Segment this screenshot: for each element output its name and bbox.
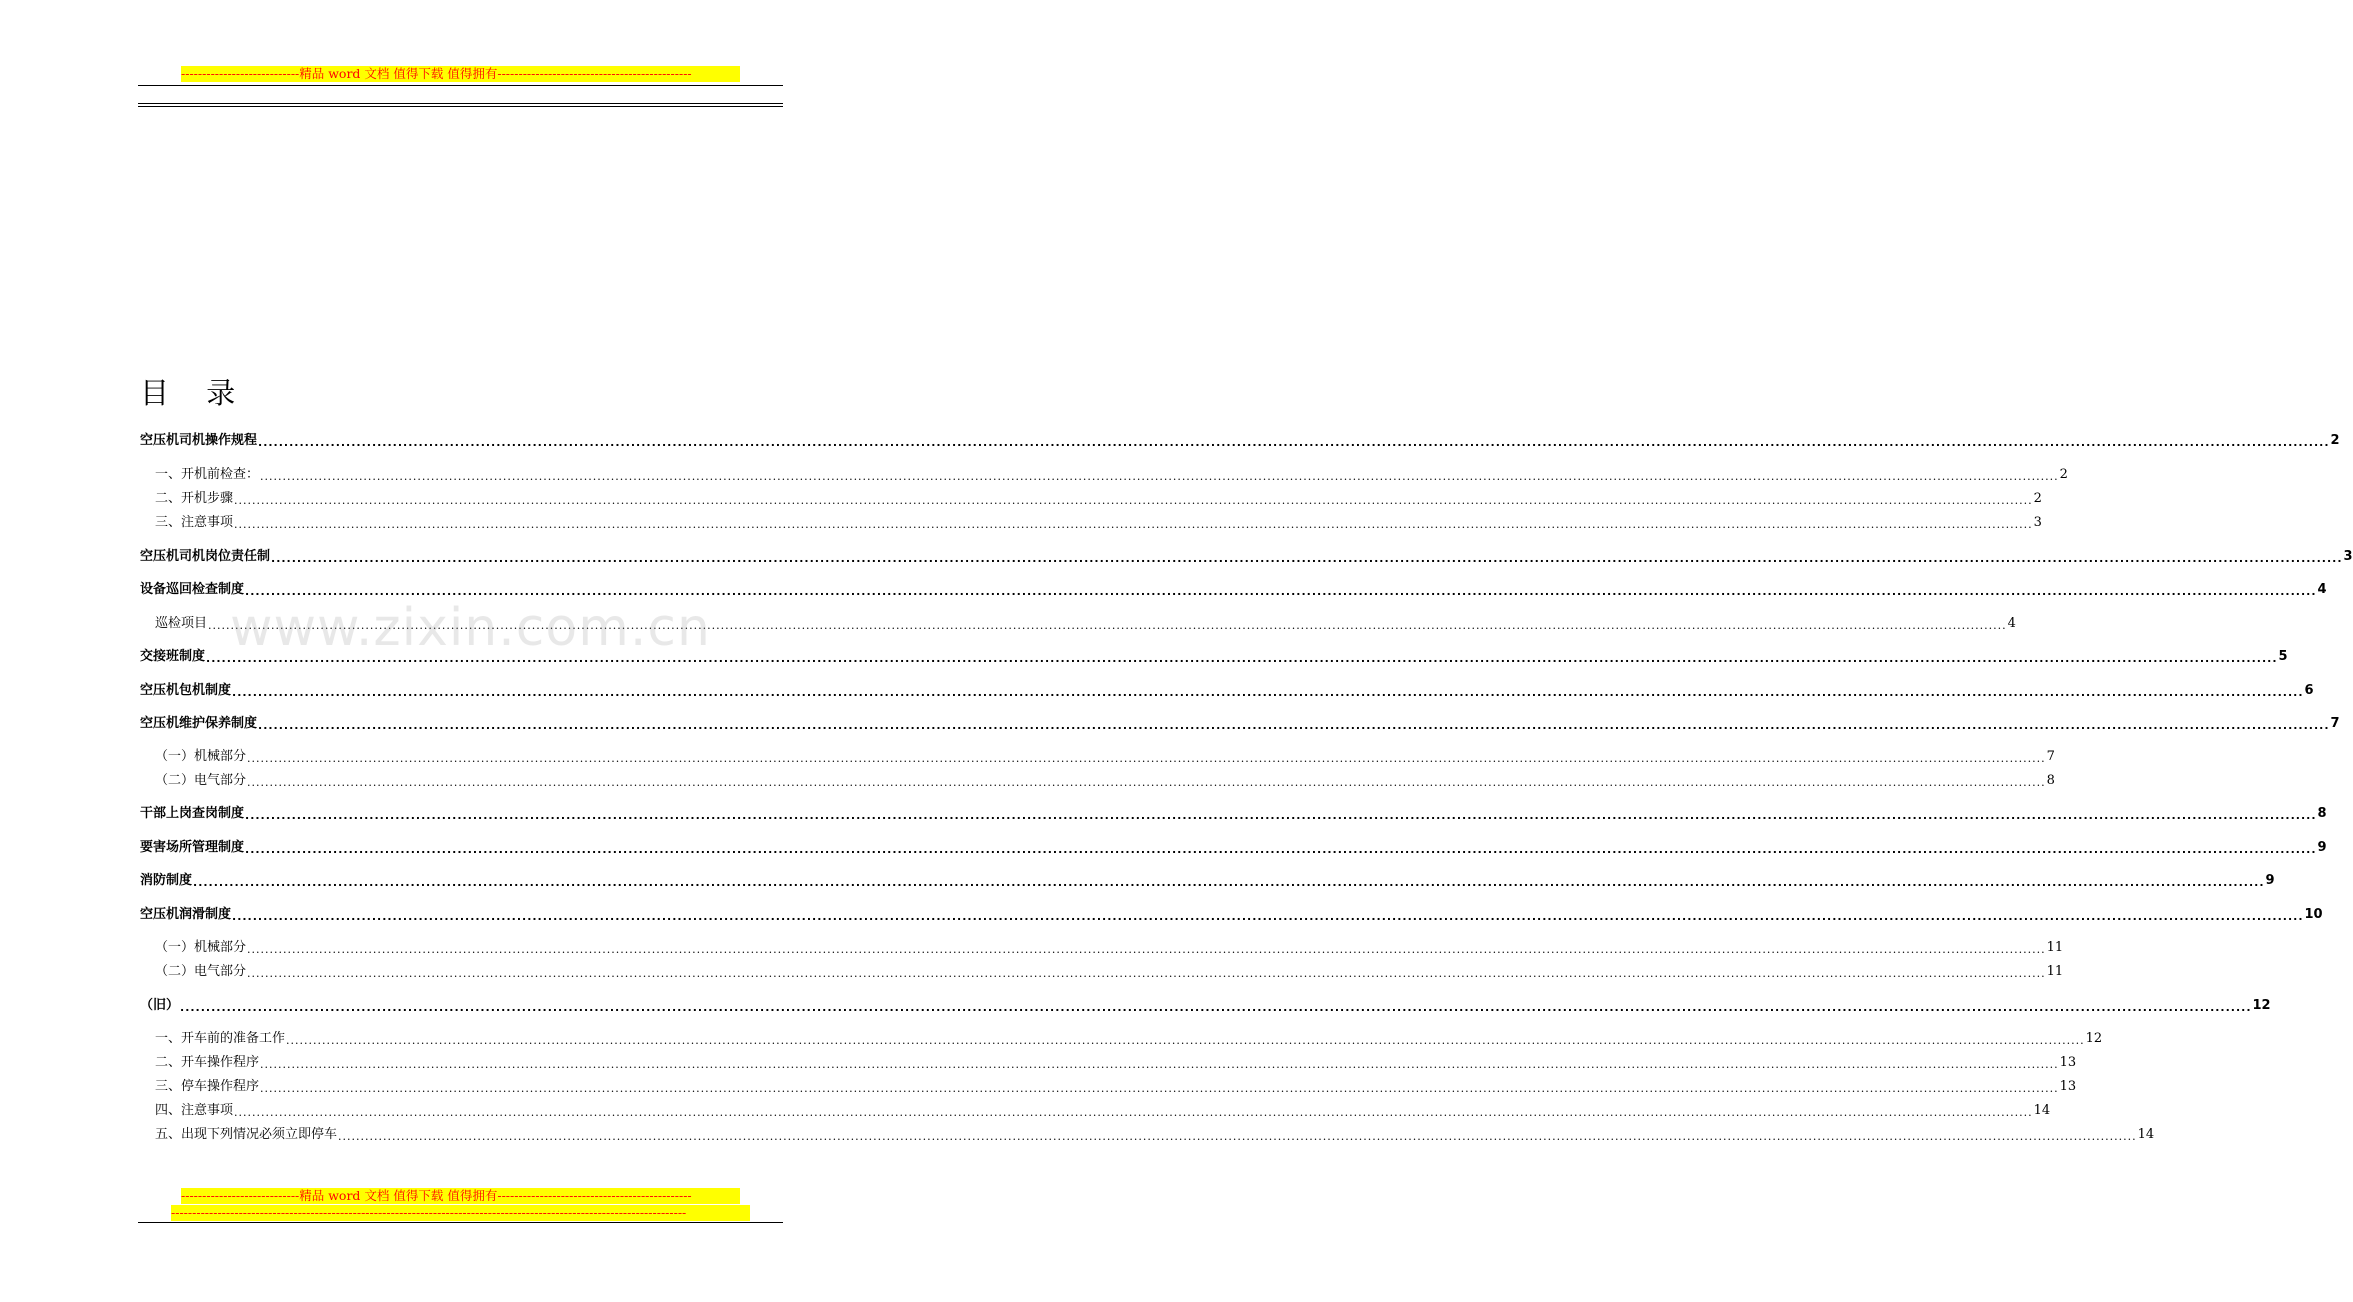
footer-banner: ----------------------------精品 word 文档 值得下载 值得拥有----------------------------------------------	[181, 1188, 740, 1204]
toc-entry[interactable]	[140, 430, 2340, 450]
toc-leader-dots: ................................................................................................................................................................................................................................................................................................................................................................................................................	[271, 552, 2343, 565]
toc-entry-page: 5	[2278, 649, 2288, 664]
toc-entry-page: 6	[2304, 683, 2314, 698]
toc-entry-label: （旧）	[140, 998, 180, 1013]
toc-entry[interactable]	[155, 1124, 2155, 1144]
toc-entry-page: 3	[2033, 515, 2042, 530]
toc-leader-dots: ................................................................................................................................................................................................................................................................................................................................................................................................................	[234, 518, 2033, 531]
footer-rule	[138, 1222, 783, 1223]
toc-entry[interactable]	[140, 870, 2275, 890]
toc-entry-label: （二）电气部分	[155, 773, 247, 788]
toc-leader-dots: ................................................................................................................................................................................................................................................................................................................................................................................................................	[245, 809, 2317, 822]
toc-entry-page: 12	[2252, 998, 2271, 1013]
toc-entry-page: 11	[2046, 964, 2064, 979]
toc-entry-page: 4	[2317, 582, 2327, 597]
toc-leader-dots: ................................................................................................................................................................................................................................................................................................................................................................................................................	[338, 1130, 2137, 1143]
toc-entry-label: 空压机包机制度	[140, 683, 232, 698]
toc-leader-dots: ................................................................................................................................................................................................................................................................................................................................................................................................................	[247, 943, 2046, 956]
toc-leader-dots: ................................................................................................................................................................................................................................................................................................................................................................................................................	[258, 436, 2330, 449]
toc-entry-label: 五、出现下列情况必须立即停车	[155, 1127, 338, 1142]
toc-entry-page: 7	[2330, 716, 2340, 731]
toc-leader-dots: ................................................................................................................................................................................................................................................................................................................................................................................................................	[260, 1058, 2059, 1071]
toc-entry[interactable]	[155, 961, 2064, 981]
toc-leader-dots: ................................................................................................................................................................................................................................................................................................................................................................................................................	[260, 1082, 2059, 1095]
toc-entry[interactable]	[155, 488, 2042, 508]
toc-title: 目 录	[140, 376, 250, 410]
toc-leader-dots: ................................................................................................................................................................................................................................................................................................................................................................................................................	[193, 876, 2265, 889]
toc-leader-dots: ................................................................................................................................................................................................................................................................................................................................................................................................................	[208, 619, 2007, 632]
toc-entry-page: 4	[2007, 616, 2016, 631]
toc-leader-dots: ................................................................................................................................................................................................................................................................................................................................................................................................................	[260, 470, 2059, 483]
toc-entry[interactable]	[140, 713, 2340, 733]
toc-entry[interactable]	[155, 512, 2042, 532]
toc-leader-dots: ................................................................................................................................................................................................................................................................................................................................................................................................................	[234, 1106, 2033, 1119]
toc-entry-label: 四、注意事项	[155, 1103, 234, 1118]
toc-entry-label: 空压机司机岗位责任制	[140, 549, 271, 564]
toc-entry-label: 消防制度	[140, 873, 193, 888]
toc-entry-label: 交接班制度	[140, 649, 206, 664]
toc-entry-label: 三、注意事项	[155, 515, 234, 530]
toc-entry-label: （二）电气部分	[155, 964, 247, 979]
toc-entry[interactable]	[140, 837, 2327, 857]
toc-leader-dots: ................................................................................................................................................................................................................................................................................................................................................................................................................	[232, 910, 2304, 923]
toc-entry[interactable]	[155, 746, 2055, 766]
toc-leader-dots: ................................................................................................................................................................................................................................................................................................................................................................................................................	[247, 967, 2046, 980]
toc-entry[interactable]	[155, 770, 2055, 790]
toc-entry-label: 空压机司机操作规程	[140, 433, 258, 448]
toc-entry-label: 干部上岗查岗制度	[140, 806, 245, 821]
toc-entry-label: 空压机润滑制度	[140, 907, 232, 922]
toc-leader-dots: ................................................................................................................................................................................................................................................................................................................................................................................................................	[232, 686, 2304, 699]
watermark: www.zixin.com.cn	[230, 598, 711, 658]
toc-entry-page: 3	[2343, 549, 2353, 564]
toc-entry-page: 10	[2304, 907, 2323, 922]
toc-entry-page: 13	[2059, 1079, 2077, 1094]
toc-leader-dots: ................................................................................................................................................................................................................................................................................................................................................................................................................	[206, 652, 2278, 665]
toc-entry-page: 8	[2317, 806, 2327, 821]
toc-entry-page: 9	[2317, 840, 2327, 855]
toc-entry-label: 一、开机前检查：	[155, 467, 260, 482]
toc-entry-label: 设备巡回检查制度	[140, 582, 245, 597]
toc-leader-dots: ................................................................................................................................................................................................................................................................................................................................................................................................................	[247, 752, 2046, 765]
toc-entry-page: 12	[2085, 1031, 2103, 1046]
toc-leader-dots: ................................................................................................................................................................................................................................................................................................................................................................................................................	[180, 1001, 2252, 1014]
toc-entry-page: 11	[2046, 940, 2064, 955]
toc-leader-dots: ................................................................................................................................................................................................................................................................................................................................................................................................................	[258, 719, 2330, 732]
toc-entry-label: 一、开车前的准备工作	[155, 1031, 286, 1046]
toc-entry-page: 2	[2059, 467, 2068, 482]
toc-entry-label: 三、停车操作程序	[155, 1079, 260, 1094]
toc-entry[interactable]	[155, 937, 2064, 957]
toc-leader-dots: ................................................................................................................................................................................................................................................................................................................................................................................................................	[234, 494, 2033, 507]
toc-entry-label: 巡检项目	[155, 616, 208, 631]
header-rule-double-top	[138, 103, 783, 104]
toc-entry-label: 二、开机步骤	[155, 491, 234, 506]
header-banner: ----------------------------精品 word 文档 值得下载 值得拥有----------------------------------------------	[181, 66, 740, 82]
toc-entry[interactable]	[155, 1076, 2077, 1096]
toc-entry-page: 14	[2033, 1103, 2051, 1118]
toc-entry-page: 9	[2265, 873, 2275, 888]
toc-entry-label: 要害场所管理制度	[140, 840, 245, 855]
toc-entry-page: 2	[2330, 433, 2340, 448]
toc-leader-dots: ................................................................................................................................................................................................................................................................................................................................................................................................................	[245, 585, 2317, 598]
toc-leader-dots: ................................................................................................................................................................................................................................................................................................................................................................................................................	[245, 843, 2317, 856]
toc-entry-page: 7	[2046, 749, 2055, 764]
toc-entry[interactable]	[155, 1100, 2051, 1120]
toc-entry[interactable]	[155, 1052, 2077, 1072]
toc-leader-dots: ................................................................................................................................................................................................................................................................................................................................................................................................................	[247, 776, 2046, 789]
toc-entry[interactable]	[140, 546, 2353, 566]
toc-entry[interactable]	[140, 995, 2271, 1015]
toc-entry-page: 14	[2137, 1127, 2155, 1142]
toc-entry-label: 二、开车操作程序	[155, 1055, 260, 1070]
toc-entry[interactable]	[140, 803, 2327, 823]
toc-entry[interactable]	[155, 464, 2068, 484]
toc-entry-page: 8	[2046, 773, 2055, 788]
toc-leader-dots: ................................................................................................................................................................................................................................................................................................................................................................................................................	[286, 1034, 2085, 1047]
toc-entry[interactable]	[140, 579, 2327, 599]
toc-entry-label: 空压机维护保养制度	[140, 716, 258, 731]
toc-entry-label: （一）机械部分	[155, 940, 247, 955]
header-rule	[138, 85, 783, 86]
header-rule-double-bottom	[138, 106, 783, 107]
toc-entry-label: （一）机械部分	[155, 749, 247, 764]
toc-entry-page: 13	[2059, 1055, 2077, 1070]
toc-entry[interactable]	[140, 680, 2314, 700]
toc-entry[interactable]	[140, 904, 2323, 924]
footer-banner-line2: --------------------------------------------------------------------------------------------------------------------------	[171, 1205, 750, 1221]
toc-entry-page: 2	[2033, 491, 2042, 506]
toc-entry[interactable]	[155, 1028, 2103, 1048]
